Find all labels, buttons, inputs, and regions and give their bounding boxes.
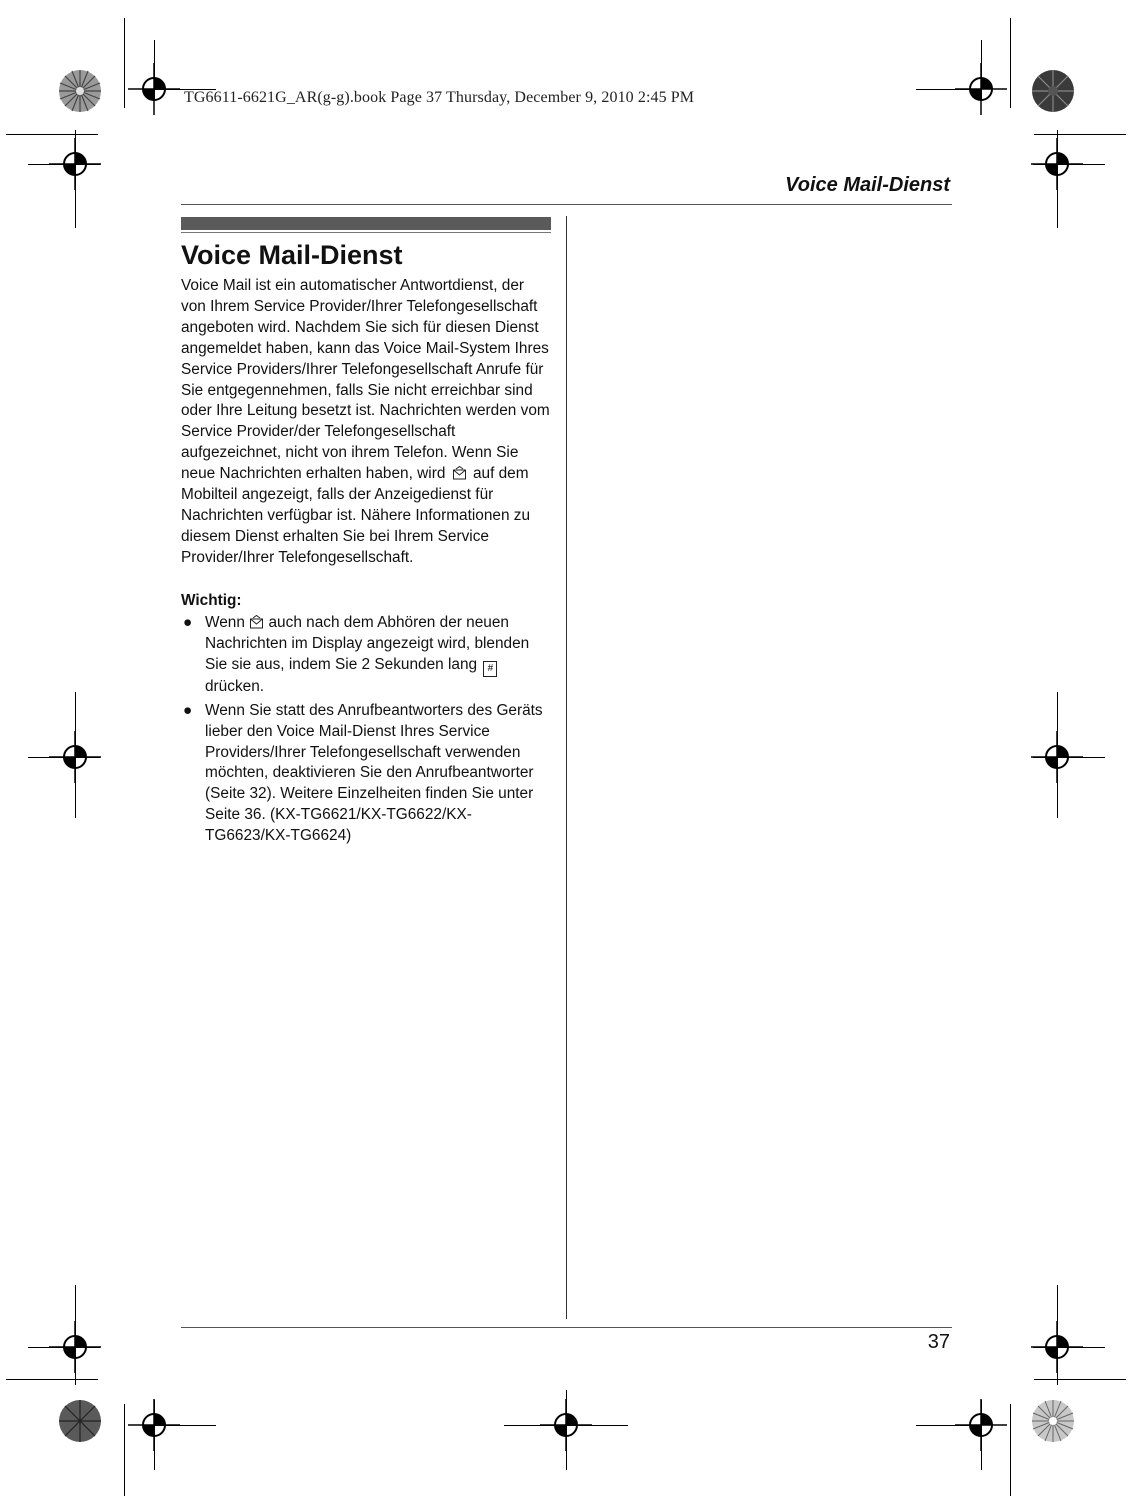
registration-mark-icon	[955, 63, 1007, 115]
header-rule	[181, 204, 952, 205]
body-paragraph	[181, 276, 551, 569]
list-item	[181, 701, 551, 847]
bullet-icon: ●	[183, 701, 193, 719]
running-head: Voice Mail-Dienst	[785, 174, 950, 196]
page-number: 37	[927, 1331, 950, 1353]
crop-line	[6, 134, 98, 135]
section-bar-rule	[181, 232, 551, 233]
list-item	[181, 613, 551, 698]
color-wheel-icon	[58, 1399, 102, 1443]
print-header: TG6611-6621G_AR(g-g).book Page 37 Thursday, December 9, 2010 2:45 PM	[184, 89, 695, 106]
body-text-continued: auf dem Mobilteil angezeigt, falls der Anzeigedienst für Nachrichten verfügbar ist. Nähere Informationen zu diesem Dienst erhalten Sie bei Ihrem Service Provider/Ihrer Telefongesellschaft.	[181, 465, 531, 566]
color-wheel-icon	[58, 69, 102, 113]
registration-mark-icon	[49, 731, 101, 783]
registration-mark-icon	[49, 138, 101, 190]
bullet-text: Wenn	[205, 614, 245, 631]
body-text: Voice Mail ist ein automatischer Antwortdienst, der von Ihrem Service Provider/Ihrer Telefongesellschaft angeboten wird. Nachdem Sie sich für diesen Dienst angemeldet haben, kann das Voice Mail-System Ihres Service Providers/Ihrer Telefongesellschaft Anrufe für Sie entgegennehmen, falls Sie nicht erreichbar sind oder Ihre Leitung besetzt ist. Nachrichten werden vom Service Provider/der Telefongesellschaft aufgezeichnet, nicht von ihrem Telefon. Wenn Sie neue Nachrichten erhalten haben, wird	[181, 277, 550, 483]
crop-line	[1010, 1404, 1011, 1496]
registration-mark-icon	[955, 1399, 1007, 1451]
crop-line	[1010, 18, 1011, 108]
bullet-text: auch nach dem Abhören der neuen Nachrichten im Display angezeigt wird, blenden Sie sie aus, indem Sie 2 Sekunden lang	[205, 614, 530, 673]
color-wheel-icon	[1031, 1399, 1075, 1443]
registration-mark-icon	[128, 63, 180, 115]
hash-key-icon: #	[483, 661, 497, 677]
crop-line	[124, 1404, 125, 1496]
bullet-icon: ●	[183, 614, 193, 631]
voicemail-envelope-icon	[250, 615, 263, 629]
crop-line	[124, 18, 125, 108]
page-title: Voice Mail-Dienst	[181, 240, 403, 270]
registration-mark-icon	[128, 1399, 180, 1451]
crop-line	[1034, 134, 1126, 135]
bullet-text: Wenn Sie statt des Anrufbeantworters des Geräts lieber den Voice Mail-Dienst Ihres Service Providers/Ihrer Telefongesellschaft verwenden möchten, deaktivieren Sie den Anrufbeantworter (Seite 32). Weitere Einzelheiten finden Sie unter Seite 36. (KX-TG6621/KX-TG6622/KX-TG6623/KX-TG6624)	[205, 701, 543, 845]
important-label: Wichtig:	[181, 592, 242, 609]
section-bar	[181, 217, 551, 230]
crop-line	[6, 1379, 98, 1380]
registration-mark-icon	[1031, 138, 1083, 190]
bullet-list	[181, 613, 551, 847]
crop-line	[1034, 1379, 1126, 1380]
column-divider	[566, 216, 567, 1319]
color-wheel-icon	[1031, 69, 1075, 113]
registration-mark-icon	[540, 1399, 592, 1451]
registration-mark-icon	[49, 1321, 101, 1373]
footer-rule	[181, 1327, 952, 1328]
bullet-text: drücken.	[205, 677, 265, 695]
registration-mark-icon	[1031, 731, 1083, 783]
registration-mark-icon	[1031, 1321, 1083, 1373]
voicemail-envelope-icon	[453, 466, 466, 480]
